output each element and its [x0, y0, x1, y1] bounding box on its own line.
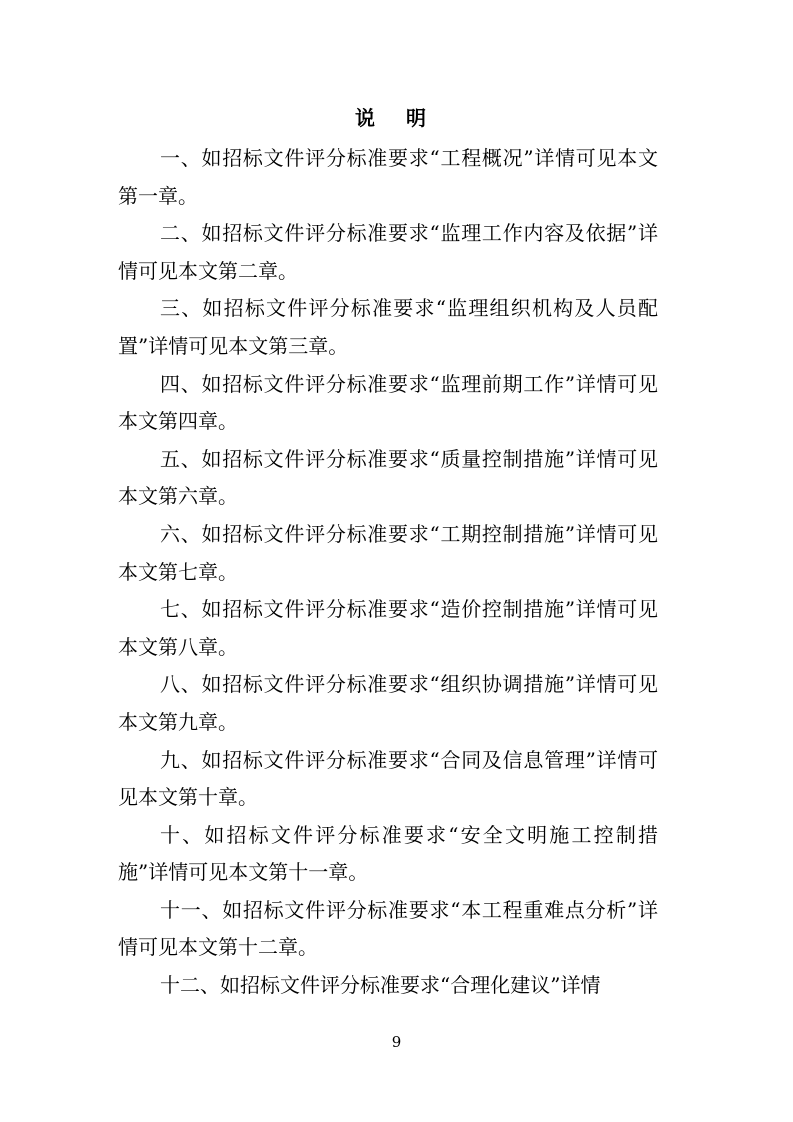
list-item: 五、如招标文件评分标准要求“质量控制措施”详情可见本文第六章。	[118, 446, 658, 509]
list-item: 八、如招标文件评分标准要求“组织协调措施”详情可见本文第九章。	[118, 672, 658, 734]
list-item: 十、如招标文件评分标准要求“安全文明施工控制措施”详情可见本文第十一章。	[118, 822, 658, 885]
list-item: 四、如招标文件评分标准要求“监理前期工作”详情可见本文第四章。	[118, 371, 658, 434]
list-item: 十二、如招标文件评分标准要求“合理化建议”详情	[160, 973, 601, 998]
list-item: 一、如招标文件评分标准要求“工程概况”详情可见本文第一章。	[118, 146, 658, 208]
list-item: 七、如招标文件评分标准要求“造价控制措施”详情可见本文第八章。	[118, 597, 658, 659]
list-item: 十一、如招标文件评分标准要求“本工程重难点分析”详情可见本文第十二章。	[118, 897, 658, 960]
page-title: 说 明	[355, 106, 438, 130]
list-item: 九、如招标文件评分标准要求“合同及信息管理”详情可见本文第十章。	[118, 747, 658, 810]
list-item: 六、如招标文件评分标准要求“工期控制措施”详情可见本文第七章。	[118, 521, 658, 584]
explanation-list	[118, 140, 658, 1005]
page-number: 9	[391, 1033, 402, 1051]
list-item: 二、如招标文件评分标准要求“监理工作内容及依据”详情可见本文第二章。	[118, 221, 658, 283]
list-item: 三、如招标文件评分标准要求“监理组织机构及人员配置”详情可见本文第三章。	[118, 296, 658, 358]
